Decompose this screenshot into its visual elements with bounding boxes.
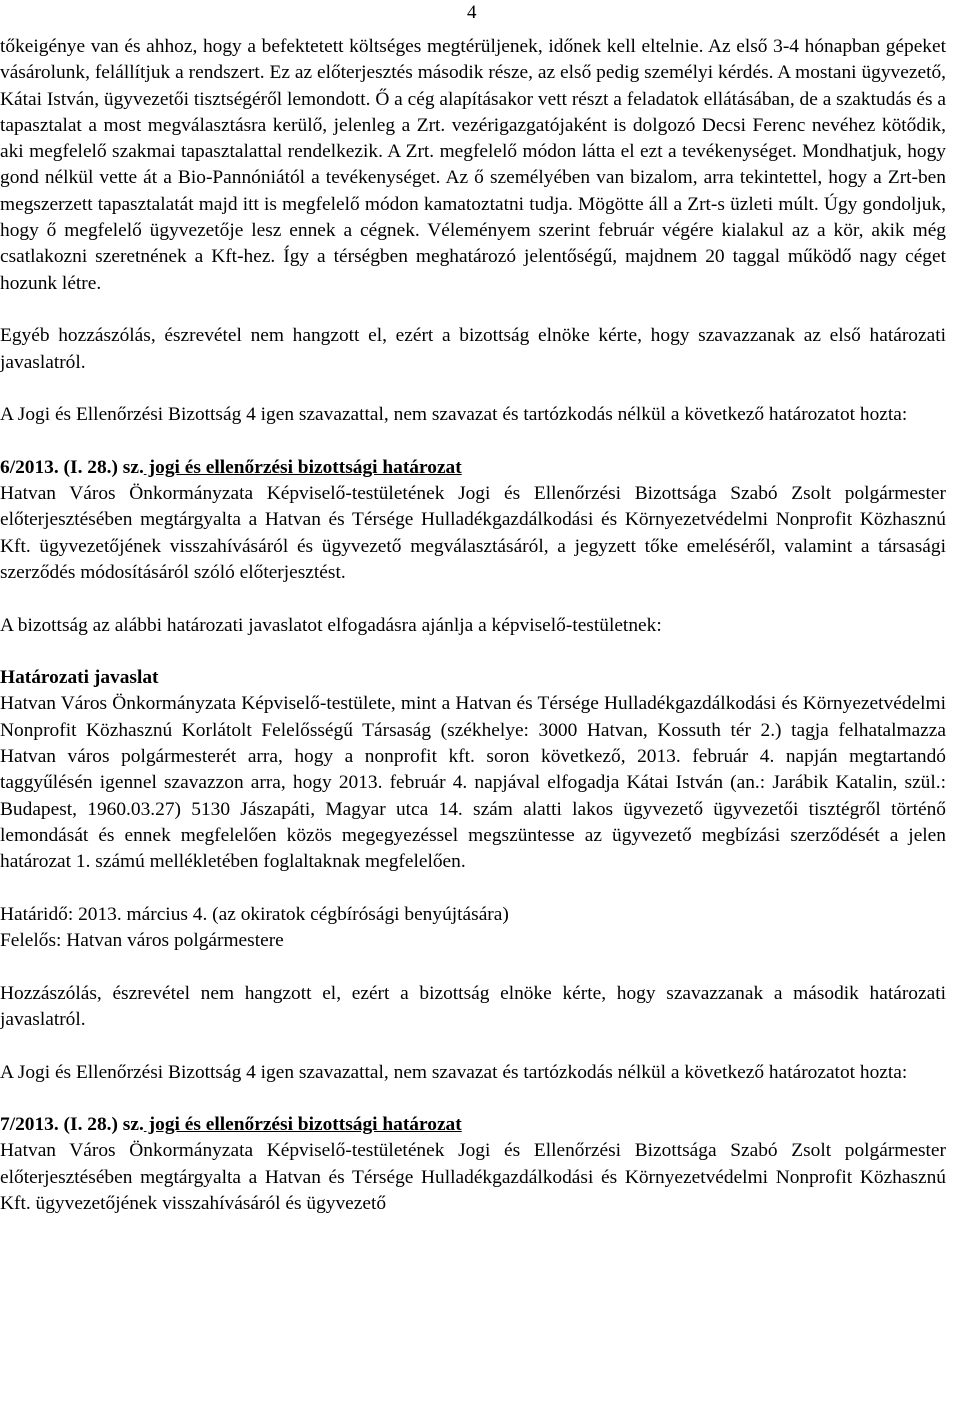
paragraph-no-comment-2: Hozzászólás, észrevétel nem hangzott el, ezért a bizottság elnöke kérte, hogy szavazzanak a második határozati javaslatról. — [0, 982, 946, 1030]
paragraph-vote-1: A Jogi és Ellenőrzési Bizottság 4 igen szavazattal, nem szavazat és tartózkodás nélkül a következő határozatot hozta: — [0, 404, 908, 426]
proposal-body: Hatvan Város Önkormányzata Képviselő-testülete, mint a Hatvan és Térsége Hulladékgazdálkodási és Környezetvédelmi Nonprofit Közhasznú Korlátolt Felelősségű Társaság (székhelye: 3000 Hatvan, Kossuth tér 2.) tagja felhatalmazza Hatvan város polgármesterét arra, hogy a nonprofit kft. soron következő, 2013. február 4. napján megtartandó taggyűlésén igennel szavazzon arra, hogy 2013. február 4. napjával elfogadja Kátai István (an.: Jarábik Katalin, szül.: Budapest, 1960.03.27) 5130 Jászapáti, Magyar utca 14. szám alatti lakos ügyvezető ügyvezetői tisztégről történő lemondását és ennek megfelelően közös megegyezéssel megszüntesse az ügyvezető megbízási szerződését a jelen határozat 1. számú mellékletében foglaltaknak megfelelően. — [0, 693, 946, 873]
paragraph-no-comment-1: Egyéb hozzászólás, észrevétel nem hangzott el, ezért a bizottság elnöke kérte, hogy szavazzanak az első határozati javaslatról. — [0, 325, 946, 373]
resolution-1-body: Hatvan Város Önkormányzata Képviselő-testületének Jogi és Ellenőrzési Bizottsága Szabó Zsolt polgármester előterjesztésében megtárgyalta a Hatvan és Térsége Hulladékgazdálkodási és Környezetvédelmi Nonprofit Közhasznú Kft. ügyvezetőjének visszahívásáról és ügyvezető megválasztásáról, a jegyzett tőke emeléséről, valamint a társasági szerződés módosításáról szóló előterjesztést. — [0, 483, 946, 583]
responsible: Felelős: Hatvan város polgármestere — [0, 930, 284, 952]
resolution-2-number: 7/2013. (I. 28.) sz. — [0, 1114, 144, 1136]
deadline: Határidő: 2013. március 4. (az okiratok cégbírósági benyújtására) — [0, 903, 509, 925]
paragraph-intro: tőkeigénye van és ahhoz, hogy a befektetett költséges megtérüljenek, időnek kell eltelnie. Az első 3-4 hónapban gépeket vásárolunk, felállítjuk a rendszert. Ez az előterjesztés második része, az első pedig személyi kérdés. A mostani ügyvezető, Kátai István, ügyvezetői tisztségéről lemondott. Ő a cég alapításakor vett részt a feladatok ellátásában, de a szaktudás és a tapasztalat a most megválasztásra kerülő, jelenleg a Zrt. vezérigazgatójaként is dolgozó Decsi Ferenc nevéhez kötődik, aki megfelelő szakmai tapasztalattal rendelkezik. A Zrt. megfelelő módon látta el ezt a tevékenységet. Mondhatjuk, hogy gond nélkül vette át a Bio-Pannóniától a tevékenységet. Az ő személyében van bizalom, arra tekintettel, hogy a Zrt-ben megszerzett tapasztalatát majd itt is megfelelő módon kamatoztatni tudja. Mögötte áll a Zrt-s üzleti múlt. Úgy gondoljuk, hogy ő megfelelő ügyvezetője lesz ennek a cégnek. Véleményem szerint február végére kialakul az a kör, akik még csatlakozni szeretnének a Kft-hez. Így a térségben meghatározó jelentőségű, majdnem 20 taggal működő nagy céget hozunk létre. — [0, 36, 946, 294]
resolution-2-title — [0, 1112, 946, 1138]
resolution-2-body: Hatvan Város Önkormányzata Képviselő-testületének Jogi és Ellenőrzési Bizottsága Szabó Zsolt polgármester előterjesztésében megtárgyalta a Hatvan és Térsége Hulladékgazdálkodási és Környezetvédelmi Nonprofit Közhasznú Kft. ügyvezetőjének visszahívásáról és ügyvezető — [0, 1140, 946, 1215]
paragraph-vote-2: A Jogi és Ellenőrzési Bizottság 4 igen szavazattal, nem szavazat és tartózkodás nélkül a következő határozatot hozta: — [0, 1061, 908, 1083]
resolution-1-title — [0, 455, 946, 481]
document-body — [0, 34, 946, 1217]
page-number: 4 — [467, 2, 477, 23]
resolution-1-number: 6/2013. (I. 28.) sz. — [0, 456, 144, 478]
proposal-title: Határozati javaslat — [0, 667, 159, 689]
paragraph-recommendation: A bizottság az alábbi határozati javaslatot elfogadásra ajánlja a képviselő-testületnek: — [0, 614, 662, 636]
resolution-2-heading: jogi és ellenőrzési bizottsági határozat — [143, 1114, 462, 1136]
resolution-1-heading: jogi és ellenőrzési bizottsági határozat — [143, 456, 462, 478]
